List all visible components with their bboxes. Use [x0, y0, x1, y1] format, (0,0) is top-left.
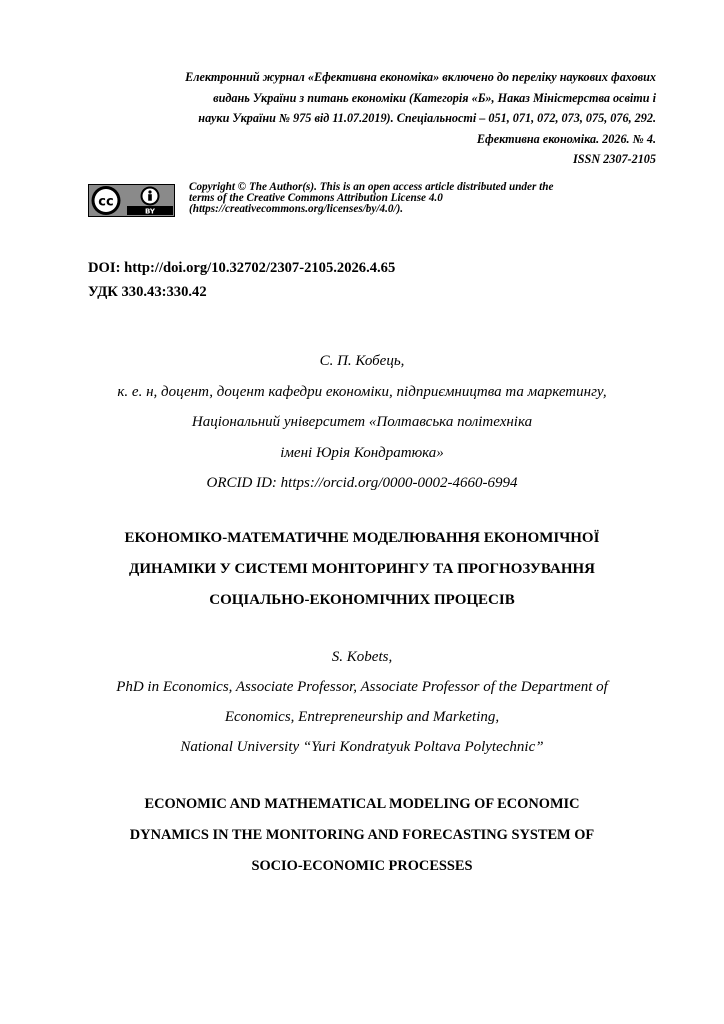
by-badge-text: BY — [144, 207, 156, 216]
author-affiliation-line: Національний університет «Полтавська політехніка — [191, 414, 533, 430]
title-line: ДИНАМІКИ У СИСТЕМІ МОНІТОРИНГУ ТА ПРОГНОЗУВАННЯ — [129, 561, 595, 577]
doi-link[interactable]: DOI: http://doi.org/10.32702/2307-2105.2026.4.65 — [88, 260, 396, 276]
author-name: S. Kobets, — [331, 649, 393, 665]
title-line: СОЦІАЛЬНО-ЕКОНОМІЧНИХ ПРОЦЕСІВ — [209, 592, 515, 608]
journal-info-line: видань України з питань економіки (Категорія «Б», Наказ Міністерства освіти і — [213, 90, 656, 105]
issn: ISSN 2307-2105 — [573, 152, 656, 166]
author-affiliation-line: імені Юрія Кондратюка» — [280, 444, 444, 461]
title-line: ЕКОНОМІКО-МАТЕМАТИЧНЕ МОДЕЛЮВАННЯ ЕКОНОМІЧНОЇ — [124, 530, 600, 546]
journal-info-line: науки України № 975 від 11.07.2019). Спеціальності – 051, 071, 072, 073, 075, 076, 292. — [198, 111, 656, 125]
title-line: DYNAMICS IN THE MONITORING AND FORECASTING SYSTEM OF — [129, 827, 595, 843]
author-block-en — [40, 642, 684, 762]
license-block — [88, 182, 648, 222]
license-text — [189, 182, 649, 214]
cc-by-license-icon[interactable] — [88, 184, 175, 217]
journal-citation: Ефективна економіка. 2026. № 4. — [476, 131, 656, 146]
udc-code: УДК 330.43:330.42 — [88, 284, 207, 300]
license-line: terms of the Creative Commons Attribution License 4.0 — [189, 191, 443, 204]
article-title-ua — [40, 523, 684, 616]
cc-badge-text: cc — [98, 194, 114, 210]
author-affiliation-line: National University “Yuri Kondratyuk Poltava Polytechnic” — [180, 739, 544, 755]
journal-info-line: Електронний журнал «Ефективна економіка» включено до переліку наукових фахових — [185, 70, 656, 84]
orcid-link[interactable]: ORCID ID: https://orcid.org/0000-0002-4660-6994 — [206, 475, 518, 491]
author-affiliation-line: PhD in Economics, Associate Professor, Associate Professor of the Department of — [116, 679, 608, 695]
license-line: Copyright © The Author(s). This is an open access article distributed under the — [189, 181, 554, 193]
license-url[interactable]: (https://creativecommons.org/licenses/by/4.0/). — [189, 202, 404, 215]
article-title-en — [40, 789, 684, 882]
identifiers — [88, 256, 395, 304]
journal-info — [76, 67, 656, 170]
title-line: SOCIO-ECONOMIC PROCESSES — [251, 858, 473, 874]
author-affiliation-line: Economics, Entrepreneurship and Marketing, — [224, 709, 500, 725]
author-affiliation-line: к. е. н, доцент, доцент кафедри економіки, підприємництва та маркетингу, — [117, 383, 607, 400]
title-line: ECONOMIC AND MATHEMATICAL MODELING OF ECONOMIC — [144, 796, 580, 812]
author-name: С. П. Кобець, — [319, 353, 405, 369]
author-block-ua — [40, 346, 684, 499]
